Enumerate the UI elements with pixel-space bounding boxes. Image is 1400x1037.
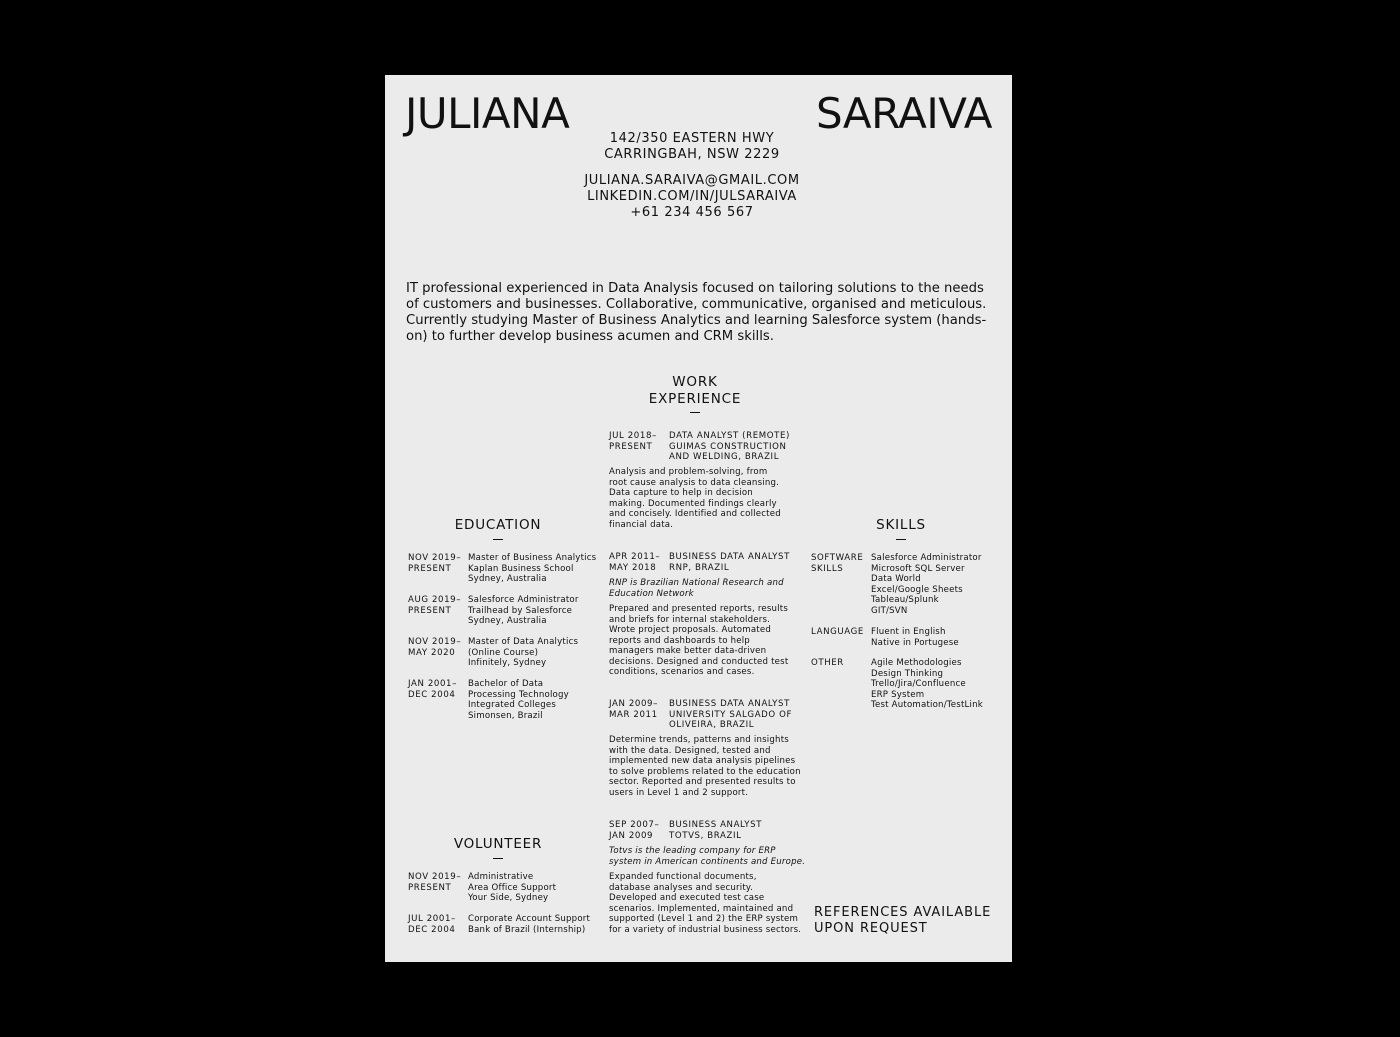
entry-date <box>408 553 466 574</box>
title-line: BUSINESS DATA ANALYST <box>669 552 790 562</box>
entry-date <box>408 872 466 893</box>
title-line: OLIVEIRA, BRAZIL <box>669 720 755 730</box>
desc-line: managers make better data-driven <box>609 646 767 656</box>
desc-line: Analysis and problem-solving, from <box>609 467 768 477</box>
heading-line: WORK <box>672 374 718 390</box>
detail-line: Simonsen, Brazil <box>468 710 543 721</box>
date-start: NOV 2019– <box>408 553 462 563</box>
desc-line: and concisely. Identified and collected <box>609 509 781 519</box>
detail-line: Sydney, Australia <box>468 574 547 584</box>
skill-item: Test Automation/TestLink <box>871 700 983 710</box>
skill-category <box>811 553 869 574</box>
entry-date <box>609 552 667 573</box>
job-title <box>669 699 792 731</box>
references-line: REFERENCES AVAILABLE <box>814 905 992 920</box>
address-line: CARRINGBAH, NSW 2229 <box>604 147 780 162</box>
skill-item: Tableau/Splunk <box>871 595 939 605</box>
volunteer-heading <box>423 836 573 859</box>
note-line: Totvs is the leading company for ERP <box>609 846 776 856</box>
education-details <box>468 637 578 669</box>
heading-divider <box>690 412 700 413</box>
title-line: BUSINESS DATA ANALYST <box>669 699 790 709</box>
detail-line: Salesforce Administrator <box>468 595 579 605</box>
note-line: Education Network <box>609 588 694 599</box>
date-start: JUL 2018– <box>609 431 657 441</box>
heading-divider <box>896 539 906 540</box>
date-end: DEC 2004 <box>408 924 456 935</box>
education-details <box>468 595 579 627</box>
summary-line: IT professional experienced in Data Analysis focused on tailoring solutions to the needs <box>406 281 984 296</box>
references-note <box>814 905 991 937</box>
summary-line: of customers and businesses. Collaborative, communicative, organised and meticulous. <box>406 297 987 312</box>
detail-line: Administrative <box>468 872 534 882</box>
date-end: PRESENT <box>609 441 653 452</box>
date-start: APR 2011– <box>609 552 661 562</box>
desc-line: conditions, scenarios and cases. <box>609 667 755 677</box>
date-start: JUL 2001– <box>408 914 456 924</box>
detail-line: Infinitely, Sydney <box>468 658 547 668</box>
job-title <box>669 431 790 463</box>
heading-line: EXPERIENCE <box>648 390 742 407</box>
detail-line: Sydney, Australia <box>468 616 547 626</box>
skill-item: Agile Methodologies <box>871 658 962 668</box>
address-line: 142/350 EASTERN HWY <box>609 131 775 146</box>
job-description <box>609 735 801 798</box>
detail-line: Area Office Support <box>468 882 557 893</box>
linkedin[interactable]: LINKEDIN.COM/IN/JULSARAIVA <box>587 189 797 204</box>
detail-line: Bank of Brazil (Internship) <box>468 924 586 935</box>
desc-line: to solve problems related to the education <box>609 766 801 777</box>
skill-item: Trello/Jira/Confluence <box>871 679 966 689</box>
company-note <box>609 846 805 867</box>
detail-line: Integrated Colleges <box>468 700 557 710</box>
detail-line: Corporate Account Support <box>468 914 591 924</box>
desc-line: financial data. <box>609 519 674 530</box>
entry-date <box>408 595 466 616</box>
resume-page <box>385 75 1012 962</box>
title-line: UNIVERSITY SALGADO OF <box>669 709 792 720</box>
detail-line: Bachelor of Data <box>468 679 544 689</box>
skill-item: Fluent in English <box>871 627 946 637</box>
category-line: OTHER <box>811 658 844 668</box>
title-line: AND WELDING, BRAZIL <box>669 452 780 462</box>
desc-line: users in Level 1 and 2 support. <box>609 787 749 798</box>
category-line: SOFTWARE <box>811 553 864 563</box>
date-start: SEP 2007– <box>609 820 660 830</box>
desc-line: Determine trends, patterns and insights <box>609 735 789 745</box>
date-start: JAN 2001– <box>408 679 457 689</box>
skill-item: GIT/SVN <box>871 605 908 616</box>
education-details <box>468 679 569 721</box>
desc-line: sector. Reported and presented results to <box>609 777 796 787</box>
company-note <box>609 578 784 599</box>
desc-line: scenarios. Implemented, maintained and <box>609 903 794 914</box>
contact-details <box>385 173 999 221</box>
summary-line: Currently studying Master of Business Analytics and learning Salesforce system (hands- <box>406 313 987 328</box>
date-end: PRESENT <box>408 882 452 893</box>
entry-date <box>408 914 466 935</box>
title-line: DATA ANALYST (REMOTE) <box>669 431 790 441</box>
desc-line: for a variety of industrial business sectors. <box>609 924 802 935</box>
title-line: TOTVS, BRAZIL <box>669 830 742 841</box>
heading-line: VOLUNTEER <box>453 836 543 852</box>
date-end: MAY 2020 <box>408 647 456 658</box>
education-details <box>468 553 596 585</box>
skill-list <box>871 658 983 711</box>
desc-line: database analyses and security. <box>609 882 753 893</box>
desc-line: and briefs for internal stakeholders. <box>609 614 771 625</box>
desc-line: supported (Level 1 and 2) the ERP system <box>609 914 799 924</box>
volunteer-details <box>468 872 556 904</box>
date-end: MAR 2011 <box>609 709 658 720</box>
title-line: RNP, BRAZIL <box>669 562 730 573</box>
job-title <box>669 552 790 573</box>
detail-line: Your Side, Sydney <box>468 893 549 903</box>
desc-line: root cause analysis to data cleansing. <box>609 477 780 488</box>
heading-line: SKILLS <box>876 517 926 533</box>
detail-line: Processing Technology <box>468 689 569 700</box>
desc-line: Developed and executed test case <box>609 893 765 903</box>
volunteer-details <box>468 914 590 935</box>
detail-line: Kaplan Business School <box>468 563 574 574</box>
skill-item: Microsoft SQL Server <box>871 563 965 574</box>
date-start: NOV 2019– <box>408 637 462 647</box>
category-line: LANGUAGE <box>811 627 864 637</box>
date-start: JAN 2009– <box>609 699 658 709</box>
desc-line: Data capture to help in decision <box>609 488 753 498</box>
profile-summary <box>406 281 996 345</box>
summary-line: on) to further develop business acumen and CRM skills. <box>406 329 774 344</box>
address <box>385 131 999 163</box>
desc-line: making. Documented findings clearly <box>609 498 777 509</box>
skill-item: ERP System <box>871 689 925 700</box>
date-start: AUG 2019– <box>408 595 462 605</box>
job-title <box>669 820 762 841</box>
entry-date <box>408 679 466 700</box>
note-line: RNP is Brazilian National Research and <box>609 578 784 588</box>
date-end: DEC 2004 <box>408 689 456 700</box>
job-description <box>609 467 781 530</box>
desc-line: with the data. Designed, tested and <box>609 745 771 756</box>
job-description <box>609 604 788 678</box>
skill-list <box>871 627 959 648</box>
email[interactable]: JULIANA.SARAIVA@GMAIL.COM <box>584 173 800 188</box>
references-line: UPON REQUEST <box>814 921 928 936</box>
desc-line: reports and dashboards to help <box>609 635 750 646</box>
skill-item: Excel/Google Sheets <box>871 584 963 595</box>
skill-category <box>811 627 869 638</box>
entry-date <box>408 637 466 658</box>
date-end: JAN 2009 <box>609 830 654 841</box>
heading-divider <box>493 539 503 540</box>
date-end: PRESENT <box>408 605 452 616</box>
skill-item: Design Thinking <box>871 668 944 679</box>
note-line: system in American continents and Europe. <box>609 856 806 867</box>
detail-line: Master of Business Analytics <box>468 553 597 563</box>
title-line: BUSINESS ANALYST <box>669 820 763 830</box>
detail-line: Trailhead by Salesforce <box>468 605 573 616</box>
entry-date <box>609 820 667 841</box>
work-experience-heading <box>620 374 770 413</box>
desc-line: Prepared and presented reports, results <box>609 604 789 614</box>
detail-line: (Online Course) <box>468 647 539 658</box>
desc-line: decisions. Designed and conducted test <box>609 656 789 667</box>
skill-list <box>871 553 982 616</box>
last-name: SARAIVA <box>815 89 992 138</box>
date-end: PRESENT <box>408 563 452 574</box>
skill-item: Data World <box>871 574 921 584</box>
date-end: MAY 2018 <box>609 562 657 573</box>
job-description <box>609 872 801 935</box>
desc-line: implemented new data analysis pipelines <box>609 756 796 766</box>
desc-line: Wrote project proposals. Automated <box>609 625 772 635</box>
first-name: JULIANA <box>405 89 570 138</box>
detail-line: Master of Data Analytics <box>468 637 579 647</box>
heading-line: EDUCATION <box>454 517 542 533</box>
phone: +61 234 456 567 <box>630 205 754 220</box>
entry-date <box>609 431 667 452</box>
skill-item: Salesforce Administrator <box>871 553 982 563</box>
entry-date <box>609 699 667 720</box>
skill-item: Native in Portugese <box>871 637 959 648</box>
desc-line: Expanded functional documents, <box>609 872 757 882</box>
skill-category <box>811 658 869 669</box>
date-start: NOV 2019– <box>408 872 462 882</box>
title-line: GUIMAS CONSTRUCTION <box>669 441 787 452</box>
education-heading <box>423 517 573 540</box>
skills-heading <box>826 517 976 540</box>
category-line: SKILLS <box>811 563 844 574</box>
heading-divider <box>493 858 503 859</box>
